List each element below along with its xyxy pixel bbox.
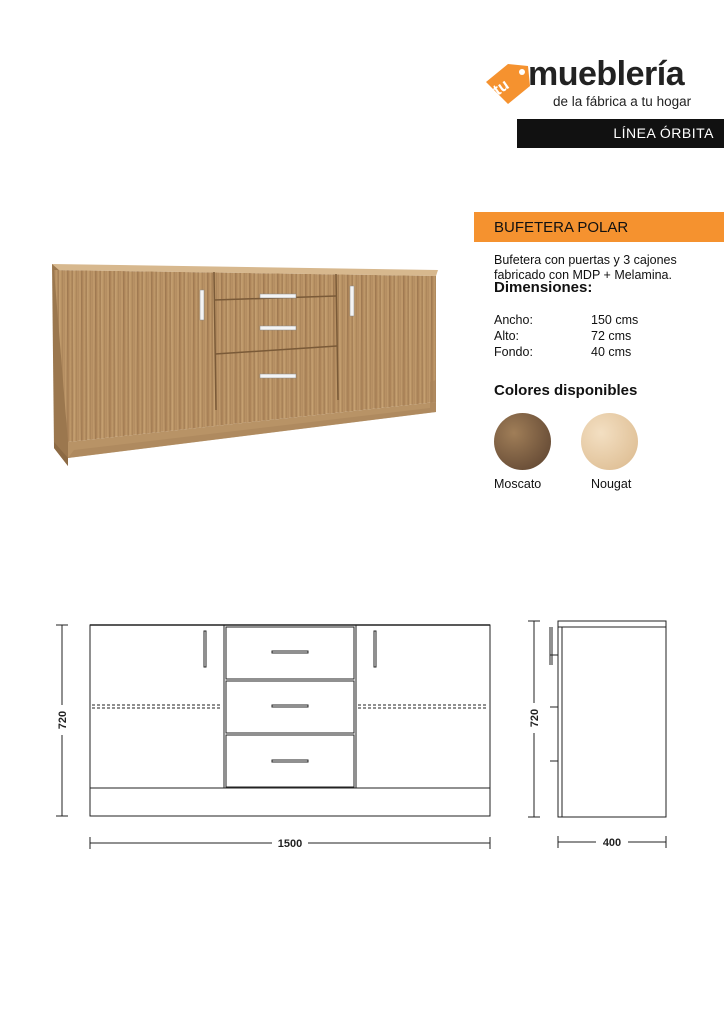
- brand-name: mueblería: [528, 55, 685, 93]
- brand-slogan: de la fábrica a tu hogar: [553, 94, 692, 109]
- dimension-row: [494, 345, 694, 361]
- swatch-label-nougat: Nougat: [591, 477, 632, 491]
- dimension-label: Fondo:: [494, 345, 533, 359]
- description-line: Bufetera con puertas y 3 cajones: [494, 253, 677, 267]
- dimension-label: Ancho:: [494, 313, 533, 327]
- swatch-nougat[interactable]: [581, 413, 638, 470]
- front-view-drawing: [50, 615, 500, 855]
- product-line-bar: [517, 119, 724, 148]
- dimension-row: [494, 329, 694, 345]
- colors-heading: Colores disponibles: [494, 382, 638, 399]
- description-line: fabricado con MDP + Melamina.: [494, 268, 672, 282]
- product-image: [50, 262, 442, 468]
- dimension-value: 150 cms: [591, 313, 639, 327]
- side-view-drawing: [522, 615, 672, 855]
- dimension-value: 72 cms: [591, 329, 632, 343]
- side-depth-label: 400: [602, 837, 622, 849]
- product-title-bar: [474, 212, 724, 242]
- front-height-label: 720: [57, 710, 69, 730]
- brand-tag-icon: [480, 60, 532, 106]
- dimension-row: [494, 313, 694, 329]
- swatch-label-moscato: Moscato: [494, 477, 542, 491]
- dimension-label: Alto:: [494, 329, 520, 343]
- swatch-moscato[interactable]: [494, 413, 551, 470]
- product-line-label: LÍNEA ÓRBITA: [613, 125, 714, 141]
- front-width-label: 1500: [277, 838, 303, 850]
- brand-tag-text: tu: [490, 76, 513, 100]
- side-height-label: 720: [529, 708, 541, 728]
- product-title: BUFETERA POLAR: [494, 219, 629, 236]
- dimensions-heading: Dimensiones:: [494, 279, 593, 296]
- dimension-value: 40 cms: [591, 345, 632, 359]
